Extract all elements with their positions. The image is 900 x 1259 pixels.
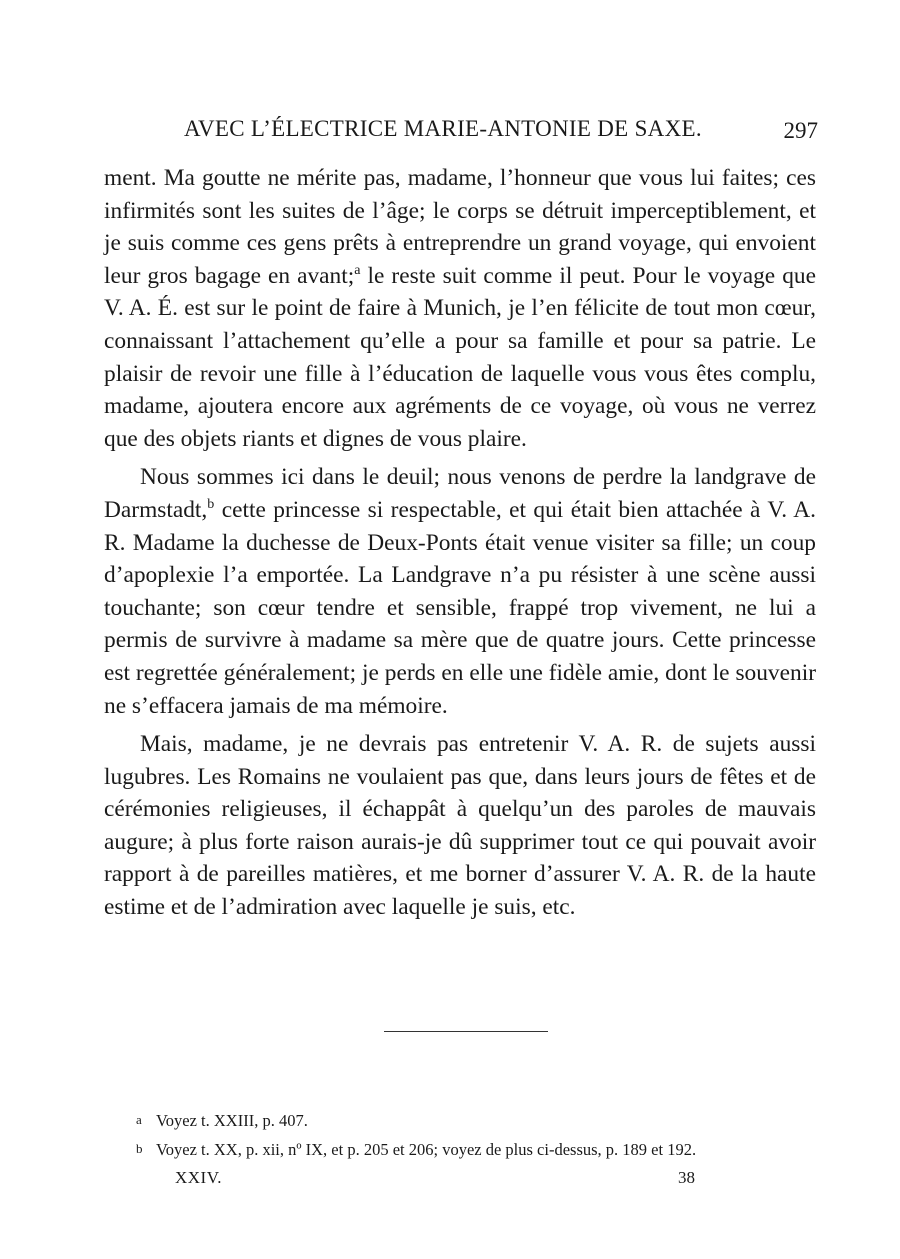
sheet-number: 38 [678,1168,695,1187]
footnote-text-a: Voyez t. XXIII, p. 407. [156,1111,308,1130]
footnote-ref-b: b [207,496,215,512]
footnote-b [136,1135,816,1164]
paragraph-3-text: Mais, madame, je ne devrais pas entretenir V. A. R. de sujets aussi lugubres. Les Romains ne voulaient pas que, dans leurs jours de fêtes et de cérémonies religieuses, il échappât à quelqu’un des paroles de mauvais augure; à plus forte raison aurais-je dû supprimer tout ce qui pouvait avoir rapport à de pareilles matières, et me borner d’assurer V. A. R. de la haute estime et de l’admiration avec laquelle je suis, etc. [104,731,816,921]
footnote-ref-a: a [354,262,361,278]
footnotes [136,1106,816,1164]
paragraph-1-text-1: ment. Ma goutte ne mérite pas, madame, l’honneur que vous lui faites; ces infirmités sont les suites de l’âge; le corps se détruit imperceptiblement, et je suis comme ces gens prêts à entreprendre un grand voyage, qui envoient leur gros bagage en avant; [104,165,816,289]
paragraph-2-text-1: Nous sommes ici dans le deuil; nous venons de perdre la landgrave de Darmstadt, [104,464,816,523]
paragraph-3 [104,728,816,924]
running-head [102,116,818,150]
paragraph-2 [104,461,816,722]
footnote-mark-a: a [136,1112,142,1127]
volume-signature: XXIV. [175,1168,223,1187]
footnote-mark-b: b [136,1141,143,1156]
body-text [104,162,816,930]
paragraph-1-text-2: le reste suit comme il peut. Pour le voyage que V. A. É. est sur le point de faire à Munich, je l’en félicite de tout mon cœur, connaissant l’attachement qu’elle a pour sa famille et pour sa patrie. Le plaisir de revoir une fille à l’éducation de laquelle vous vous êtes complu, madame, ajoutera encore aux agréments de ce voyage, où vous ne verrez que des objets riants et dignes de vous plaire. [104,262,816,452]
paragraph-2-text-2: cette princesse si respectable, et qui était bien attachée à V. A. R. Madame la duchesse de Deux-Ponts était venue visiter sa fille; un coup d’apoplexie l’a emportée. La Landgrave n’a pu résister à une scène aussi touchante; son cœur tendre et sensible, frappé trop vivement, ne lui a permis de survivre à madame sa mère que de quatre jours. Cette princesse est regrettée généralement; je perds en elle une fidèle amie, dont le souvenir ne s’effacera jamais de ma mémoire. [104,496,816,719]
footnote-a [136,1106,816,1135]
page-number: 297 [783,118,818,143]
footnote-separator [384,1031,548,1032]
running-title: AVEC L’ÉLECTRICE MARIE-ANTONIE DE SAXE. [184,116,702,141]
paragraph-1 [104,162,816,455]
footnote-text-b: Voyez t. XX, p. xii, nº IX, et p. 205 et 206; voyez de plus ci-dessus, p. 189 et 192. [156,1140,697,1159]
